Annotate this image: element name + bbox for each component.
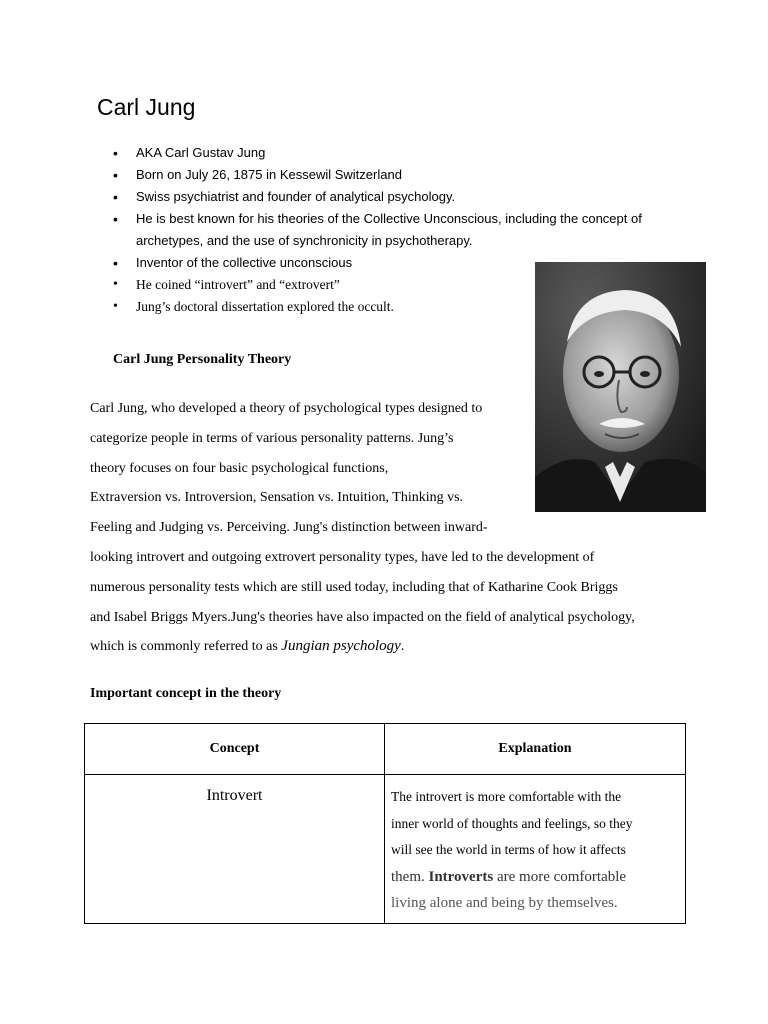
theory-line: Feeling and Judging vs. Perceiving. Jung's distinction between inward- (90, 520, 488, 536)
explanation-line: inner world of thoughts and feelings, so they (391, 815, 633, 831)
theory-line: categorize people in terms of various personality patterns. Jung’s (90, 430, 454, 446)
theory-line: numerous personality tests which are still used today, including that of Katharine Cook Briggs (90, 579, 618, 595)
jungian-psychology-term: Jungian psychology (281, 638, 401, 655)
explanation-line (391, 864, 679, 891)
bullet-best-known-line1: He is best known for his theories of the Collective Unconscious, including the concept of (136, 211, 642, 226)
theory-line: Carl Jung, who developed a theory of psychological types designed to (90, 401, 483, 416)
theory-last-prefix: which is commonly referred to as (90, 639, 282, 655)
bullet-dissertation: • Jung’s doctoral dissertation explored the occult. (113, 296, 693, 318)
bullet-coined: • He coined “introvert” and “extrovert” (113, 274, 693, 296)
explanation-line: living alone and being by themselves. (391, 895, 618, 911)
bullet-born: • Born on July 26, 1875 in Kessewil Switzerland (113, 164, 693, 186)
theory-line: Extraversion vs. Introversion, Sensation vs. Intuition, Thinking vs. (90, 490, 464, 506)
theory-last-suffix: . (400, 639, 405, 655)
table-header-row (85, 724, 686, 775)
expl-l4-prefix: them. (391, 868, 429, 885)
bullet-profession: • Swiss psychiatrist and founder of analytical psychology. (113, 186, 693, 208)
personality-theory-heading: Carl Jung Personality Theory (113, 352, 292, 367)
important-concepts-heading: Important concept in the theory (90, 686, 282, 701)
theory-line: and Isabel Briggs Myers.Jung's theories have also impacted on the field of analytical psychology, (90, 609, 635, 625)
header-explanation: Explanation (385, 724, 686, 775)
explanation-cell (385, 775, 686, 924)
bullet-best-known (113, 208, 693, 252)
explanation-line: will see the world in terms of how it affects (391, 842, 626, 857)
bullet-aka: • AKA Carl Gustav Jung (113, 142, 693, 164)
bullet-best-known-line2: archetypes, and the use of synchronicity in psychotherapy. (136, 233, 473, 248)
bullet-inventor: • Inventor of the collective unconscious (113, 252, 693, 274)
theory-line-last (90, 632, 635, 662)
expl-l4-suffix: are more comfortable (493, 868, 627, 885)
table-row (85, 775, 686, 924)
theory-line: theory focuses on four basic psychological functions, (90, 460, 389, 476)
introverts-term: Introverts (428, 868, 494, 885)
explanation-line: The introvert is more comfortable with the (391, 789, 622, 804)
header-concept: Concept (85, 724, 385, 775)
page-title: Carl Jung (97, 94, 196, 120)
concept-cell: Introvert (85, 775, 385, 924)
theory-paragraph (90, 394, 635, 662)
theory-line: looking introvert and outgoing extrovert personality types, have led to the development of (90, 549, 595, 565)
concepts-table (84, 723, 686, 924)
